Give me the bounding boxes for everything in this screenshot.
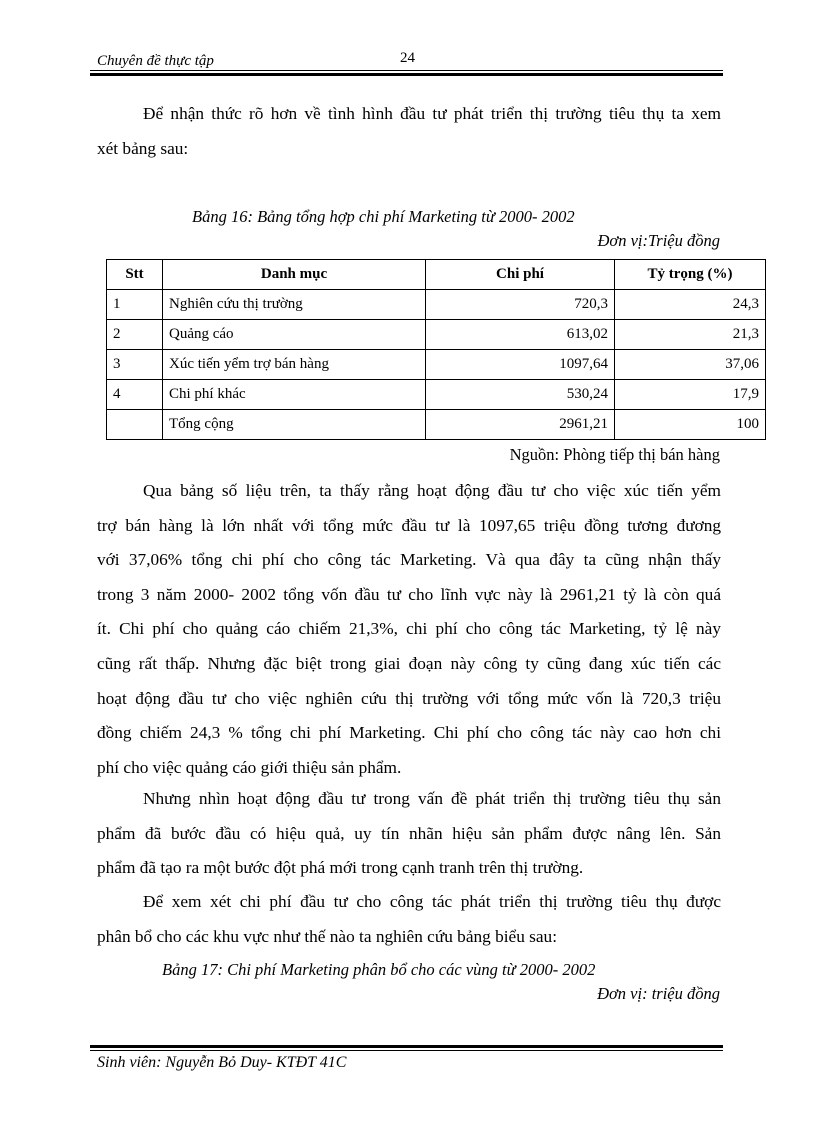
cell-category: Nghiên cứu thị trường	[163, 290, 426, 320]
cell-share: 17,9	[615, 380, 766, 410]
header-stt: Stt	[107, 260, 163, 290]
cell-cost: 613,02	[426, 320, 615, 350]
table-row	[107, 290, 766, 320]
cell-cost: 720,3	[426, 290, 615, 320]
cell-share: 100	[615, 410, 766, 440]
cell-stt: 4	[107, 380, 163, 410]
para1-line-9: phí cho việc quảng cáo giới thiệu sản phẩm.	[97, 757, 402, 777]
para1-line-2: trợ bán hàng là lớn nhất với tổng mức đầu tư là 1097,65 triệu đồng tương đương	[97, 515, 721, 535]
analysis-paragraph	[97, 474, 721, 785]
intro-paragraph	[97, 97, 721, 166]
footer-author: Sinh viên: Nguyễn Bỏ Duy- KTĐT 41C	[97, 1054, 347, 1071]
header-title: Chuyên đề thực tập	[97, 53, 214, 69]
table17-caption: Bảng 17: Chi phí Marketing phân bổ cho các vùng từ 2000- 2002	[162, 960, 596, 979]
footer-rule-thin	[90, 1050, 723, 1051]
para1-line-3: với 37,06% tổng chi phí cho công tác Marketing. Và qua đây ta cũng nhận thấy	[97, 550, 721, 570]
cell-category: Chi phí khác	[163, 380, 426, 410]
footer-rule-thick	[90, 1045, 723, 1048]
intro-line-1: Để nhận thức rõ hơn về tình hình đầu tư phát triển thị trường tiêu thụ ta xem	[143, 104, 721, 123]
cell-share: 24,3	[615, 290, 766, 320]
para1-line-7: hoạt động đầu tư cho việc nghiên cứu thị trường với tổng mức vốn là 720,3 triệu	[97, 688, 721, 708]
para2-line-1: Nhưng nhìn hoạt động đầu tư trong vấn đề phát triển thị trường tiêu thụ sản	[143, 789, 721, 808]
para2-line-2: phẩm đã bước đầu có hiệu quả, uy tín nhãn hiệu sản phẩm được nâng lên. Sản	[97, 823, 721, 843]
cell-share: 37,06	[615, 350, 766, 380]
para3-line-1: Để xem xét chi phí đầu tư cho công tác phát triển thị trường tiêu thụ được	[143, 892, 721, 911]
cell-category: Xúc tiến yểm trợ bán hàng	[163, 350, 426, 380]
cell-stt: 1	[107, 290, 163, 320]
effect-paragraph	[97, 782, 721, 886]
table16-source: Nguồn: Phòng tiếp thị bán hàng	[509, 445, 720, 464]
table16-caption: Bảng 16: Bảng tổng hợp chi phí Marketing từ 2000- 2002	[192, 207, 575, 226]
header-rule-thin	[90, 70, 723, 71]
table-header-row	[107, 260, 766, 290]
table-row	[107, 350, 766, 380]
para1-line-1: Qua bảng số liệu trên, ta thấy rằng hoạt động đầu tư cho việc xúc tiến yểm	[143, 481, 721, 500]
para1-line-8: đồng chiếm 24,3 % tổng chi phí Marketing. Chi phí cho công tác này cao hơn chi	[97, 723, 721, 743]
table-row	[107, 380, 766, 410]
header-rule-thick	[90, 73, 723, 76]
cell-category: Tổng cộng	[163, 410, 426, 440]
intro-line-2: xét bảng sau:	[97, 138, 189, 158]
header-share: Tỷ trọng (%)	[615, 260, 766, 290]
cell-cost: 2961,21	[426, 410, 615, 440]
cell-category: Quảng cáo	[163, 320, 426, 350]
table17-unit: Đơn vị: triệu đồng	[597, 984, 720, 1003]
para3-line-2: phân bổ cho các khu vực như thế nào ta nghiên cứu bảng biểu sau:	[97, 926, 557, 946]
table-row	[107, 320, 766, 350]
cell-stt	[107, 410, 163, 440]
cell-stt: 2	[107, 320, 163, 350]
header-category: Danh mục	[163, 260, 426, 290]
page-number: 24	[400, 50, 415, 66]
marketing-cost-table	[106, 259, 766, 440]
cell-cost: 530,24	[426, 380, 615, 410]
cell-stt: 3	[107, 350, 163, 380]
table-total-row	[107, 410, 766, 440]
cell-share: 21,3	[615, 320, 766, 350]
para1-line-4: trong 3 năm 2000- 2002 tổng vốn đầu tư cho lĩnh vực này là 2961,21 tỷ là còn quá	[97, 584, 721, 604]
transition-paragraph	[97, 885, 721, 954]
para2-line-3: phẩm đã tạo ra một bước đột phá mới trong cạnh tranh trên thị trường.	[97, 858, 584, 878]
cell-cost: 1097,64	[426, 350, 615, 380]
header-cost: Chi phí	[426, 260, 615, 290]
table16-unit: Đơn vị:Triệu đồng	[597, 231, 720, 250]
para1-line-6: cũng rất thấp. Nhưng đặc biệt trong giai đoạn này công ty cũng đang xúc tiến các	[97, 653, 721, 673]
para1-line-5: ít. Chi phí cho quảng cáo chiếm 21,3%, chi phí cho công tác Marketing, tỷ lệ này	[97, 619, 721, 639]
